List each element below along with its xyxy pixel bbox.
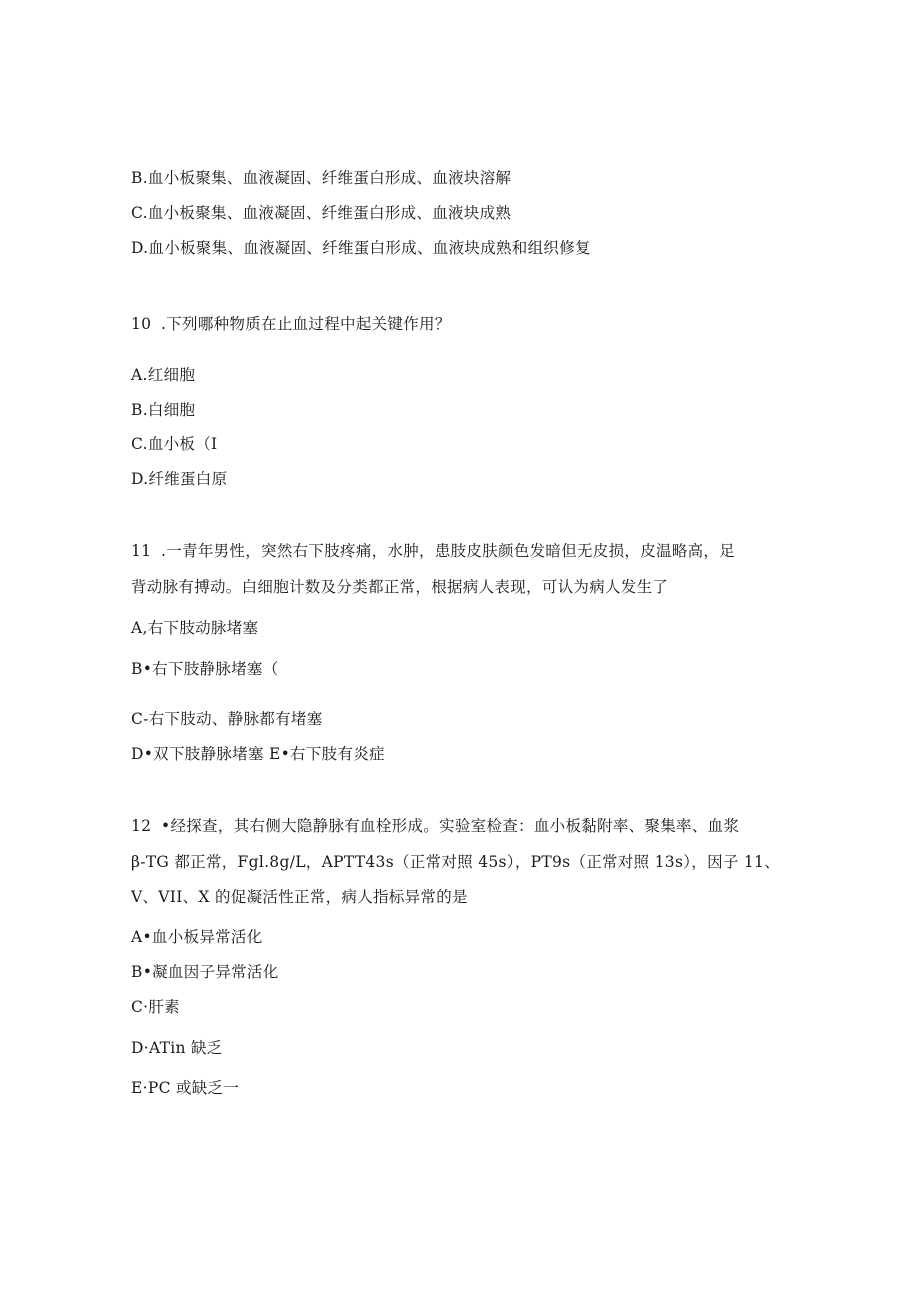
q12-stem-text-1: •经探查，其右侧大隐静脉有血栓形成。实验室检查：血小板黏附率、聚集率、血浆 — [161, 817, 740, 835]
q9-option-b: B.血小板聚集、血液凝固、纤维蛋白形成、血液块溶解 — [131, 169, 512, 187]
q12-option-e: E·PC 或缺乏一 — [131, 1079, 240, 1097]
q11-stem-line1 — [131, 541, 735, 561]
q9-option-c: C.血小板聚集、血液凝固、纤维蛋白形成、血液块成熟 — [131, 204, 512, 222]
q10-stem-text: .下列哪种物质在止血过程中起关键作用？ — [161, 315, 451, 333]
q11-option-b: B•右下肢静脉堵塞（ — [131, 660, 279, 678]
q12-stem-line2: β-TG 都正常，Fgl.8g/L，APTT43s（正常对照 45s），PT9s（正常对照 13s），因子 11、 — [131, 853, 781, 871]
q12-number: 12 — [131, 817, 152, 835]
q12-option-c: C·肝素 — [131, 998, 180, 1016]
q11-option-d-e: D•双下肢静脉堵塞 E•右下肢有炎症 — [131, 745, 385, 763]
q10-option-b: B.白细胞 — [131, 401, 196, 419]
q10-stem — [131, 314, 451, 334]
q10-option-a: A.红细胞 — [131, 366, 196, 384]
q12-option-b: B•凝血因子异常活化 — [131, 963, 279, 981]
q11-stem-line2: 背动脉有搏动。白细胞计数及分类都正常，根据病人表现，可认为病人发生了 — [131, 578, 669, 596]
q12-stem-line1 — [131, 816, 739, 836]
q11-option-c: C-右下肢动、静脉都有堵塞 — [131, 710, 323, 728]
q12-stem-line3: V、VII、X 的促凝活性正常，病人指标异常的是 — [131, 888, 468, 906]
q10-number: 10 — [131, 315, 152, 333]
q11-stem-text-1: .一青年男性，突然右下肢疼痛，水肿，患肢皮肤颜色发暗但无皮损，皮温略高，足 — [161, 542, 736, 560]
q10-option-c: C.血小板（I — [131, 435, 218, 453]
q12-option-d: D·ATin 缺乏 — [131, 1039, 223, 1057]
q11-option-a: A,右下肢动脉堵塞 — [131, 619, 259, 637]
q11-number: 11 — [131, 542, 152, 560]
q12-option-a: A•血小板异常活化 — [131, 928, 263, 946]
q9-option-d: D.血小板聚集、血液凝固、纤维蛋白形成、血液块成熟和组织修复 — [131, 239, 591, 257]
q10-option-d: D.纤维蛋白原 — [131, 470, 228, 488]
